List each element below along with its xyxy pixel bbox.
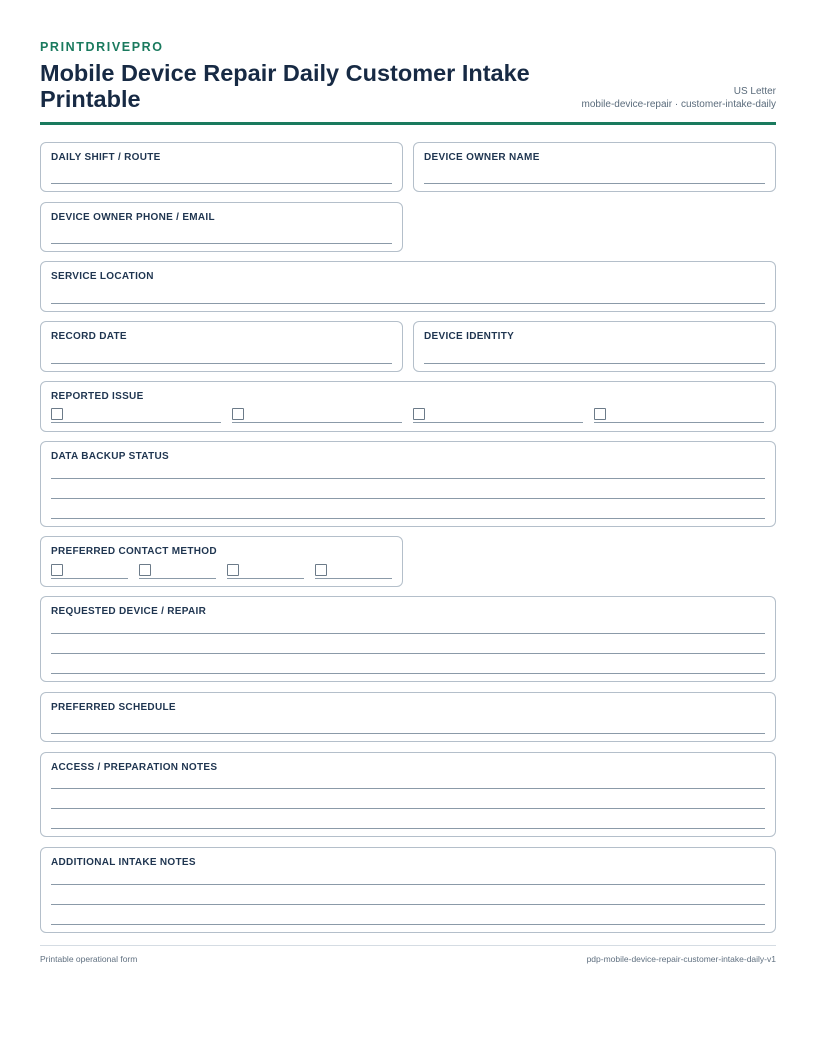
brand-name: PRINTDRIVEPRO bbox=[40, 40, 164, 54]
field-label: SERVICE LOCATION bbox=[51, 271, 154, 282]
additional-intake-notes-line[interactable] bbox=[51, 884, 765, 885]
field-preferred-contact-method bbox=[40, 536, 403, 587]
contact-method-option[interactable] bbox=[227, 564, 304, 579]
field-label: REQUESTED DEVICE / REPAIR bbox=[51, 606, 207, 617]
field-device-owner-name bbox=[413, 142, 776, 192]
field-daily-shift-route bbox=[40, 142, 403, 192]
footer-divider bbox=[40, 945, 776, 946]
field-preferred-schedule bbox=[40, 692, 776, 742]
data-backup-status-line[interactable] bbox=[51, 518, 765, 519]
page-title: Mobile Device Repair Daily Customer Intake Printable bbox=[40, 60, 530, 112]
header-divider bbox=[40, 122, 776, 125]
service-location-input[interactable] bbox=[51, 303, 765, 304]
data-backup-status-line[interactable] bbox=[51, 478, 765, 479]
field-label: DEVICE OWNER PHONE / EMAIL bbox=[51, 212, 215, 223]
reported-issue-option[interactable] bbox=[51, 408, 221, 423]
access-preparation-notes-line[interactable] bbox=[51, 808, 765, 809]
field-data-backup-status bbox=[40, 441, 776, 527]
field-label: DAILY SHIFT / ROUTE bbox=[51, 152, 161, 163]
field-reported-issue bbox=[40, 381, 776, 432]
checkbox-icon[interactable] bbox=[139, 564, 151, 576]
field-label: ACCESS / PREPARATION NOTES bbox=[51, 762, 218, 773]
device-owner-contact-input[interactable] bbox=[51, 243, 392, 244]
reported-issue-option[interactable] bbox=[232, 408, 402, 423]
requested-device-repair-line[interactable] bbox=[51, 673, 765, 674]
checkbox-icon[interactable] bbox=[51, 408, 63, 420]
data-backup-status-line[interactable] bbox=[51, 498, 765, 499]
field-label: RECORD DATE bbox=[51, 331, 127, 342]
form-identifier: pdp-mobile-device-repair-customer-intake-daily-v1 bbox=[586, 954, 776, 964]
field-label: DATA BACKUP STATUS bbox=[51, 451, 169, 462]
field-access-preparation-notes bbox=[40, 752, 776, 837]
field-label: REPORTED ISSUE bbox=[51, 391, 144, 402]
additional-intake-notes-line[interactable] bbox=[51, 904, 765, 905]
field-device-owner-contact bbox=[40, 202, 403, 252]
field-requested-device-repair bbox=[40, 596, 776, 682]
checkbox-icon[interactable] bbox=[232, 408, 244, 420]
field-record-date bbox=[40, 321, 403, 372]
field-service-location bbox=[40, 261, 776, 312]
field-device-identity bbox=[413, 321, 776, 372]
preferred-schedule-input[interactable] bbox=[51, 733, 765, 734]
reported-issue-option[interactable] bbox=[413, 408, 583, 423]
field-label: PREFERRED SCHEDULE bbox=[51, 702, 176, 713]
checkbox-icon[interactable] bbox=[413, 408, 425, 420]
form-tags: mobile-device-repair · customer-intake-daily bbox=[581, 99, 776, 110]
field-label: PREFERRED CONTACT METHOD bbox=[51, 546, 217, 557]
contact-method-option[interactable] bbox=[51, 564, 128, 579]
field-label: DEVICE IDENTITY bbox=[424, 331, 515, 342]
checkbox-icon[interactable] bbox=[51, 564, 63, 576]
device-owner-name-input[interactable] bbox=[424, 183, 765, 184]
field-additional-intake-notes bbox=[40, 847, 776, 933]
contact-method-options bbox=[51, 564, 392, 579]
checkbox-icon[interactable] bbox=[315, 564, 327, 576]
daily-shift-route-input[interactable] bbox=[51, 183, 392, 184]
reported-issue-options bbox=[51, 408, 764, 423]
requested-device-repair-line[interactable] bbox=[51, 653, 765, 654]
field-label: DEVICE OWNER NAME bbox=[424, 152, 540, 163]
additional-intake-notes-line[interactable] bbox=[51, 924, 765, 925]
access-preparation-notes-line[interactable] bbox=[51, 828, 765, 829]
paper-size: US Letter bbox=[733, 86, 776, 97]
checkbox-icon[interactable] bbox=[227, 564, 239, 576]
contact-method-option[interactable] bbox=[139, 564, 216, 579]
header-meta bbox=[581, 85, 776, 111]
reported-issue-option[interactable] bbox=[594, 408, 764, 423]
record-date-input[interactable] bbox=[51, 363, 392, 364]
footer-note: Printable operational form bbox=[40, 954, 138, 964]
checkbox-icon[interactable] bbox=[594, 408, 606, 420]
device-identity-input[interactable] bbox=[424, 363, 765, 364]
field-label: ADDITIONAL INTAKE NOTES bbox=[51, 857, 196, 868]
contact-method-option[interactable] bbox=[315, 564, 392, 579]
access-preparation-notes-line[interactable] bbox=[51, 788, 765, 789]
requested-device-repair-line[interactable] bbox=[51, 633, 765, 634]
